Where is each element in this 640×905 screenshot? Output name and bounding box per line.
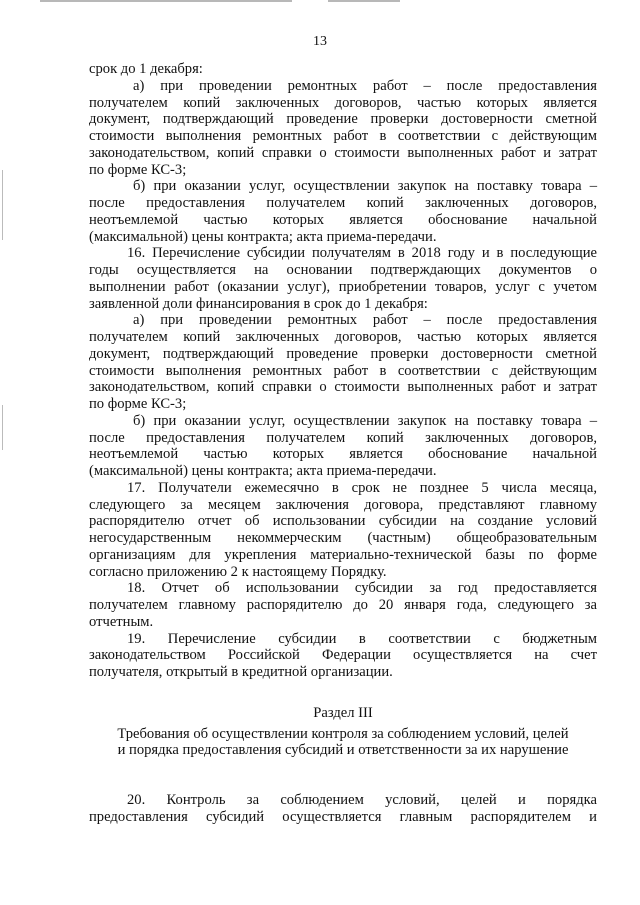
text-line: после предоставления получателем копий заключенных договоров, [89,429,597,446]
text-line: б) при оказании услуг, осуществлении закупок на поставку товара – [133,412,597,429]
text-line: законодательством, копий справки о стоимости выполненных работ и затрат [89,379,597,396]
page-number: 13 [313,34,327,49]
paragraph [89,631,597,681]
text-line: после предоставления получателем копий заключенных договоров, [89,195,597,211]
text-line: негосударственным некоммерческим (частным) общеобразовательным [89,530,597,546]
text-line: 19. Перечисление субсидии в соответствии с бюджетным [127,630,597,647]
text-line: получателем главному распорядителю до 20 января года, следующего за [89,597,597,613]
text-line: распорядителю отчет об использовании субсидии на создание условий [89,513,597,530]
section-heading [89,726,597,760]
text-line: по форме КС-3; [89,396,187,412]
text-line: (максимальной) цены контракта; акта приема-передачи. [89,463,437,479]
scan-margin-mark [2,405,3,450]
paragraph [89,245,597,312]
text-line: а) при проведении ремонтных работ – после предоставления [133,77,597,94]
text-line: неотъемлемой частью которых является обоснование начальной [89,211,597,228]
text-line: 16. Перечисление субсидии получателям в 2018 году и в последующие [127,245,597,262]
text-line: срок до 1 декабря: [89,61,203,77]
paragraph [89,312,597,413]
text-line: годы осуществляется на основании подтверждающих документов о [89,262,597,278]
text-line: 20. Контроль за соблюдением условий, целей и порядка [127,792,597,808]
text-line: б) при оказании услуг, осуществлении закупок на поставку товара – [133,178,597,195]
section-title: Раздел III [313,704,373,721]
text-line: а) при проведении ремонтных работ – после предоставления [133,312,597,329]
paragraph [89,792,597,826]
text-line: получателем копий заключенных договоров, частью которых является [89,329,597,345]
text-line: законодательством Российской Федерации осуществляется на счет [89,647,597,664]
text-line: (максимальной) цены контракта; акта приема-передачи. [89,228,437,245]
text-line: следующего за месяцем заключения договора, представляют главному [89,496,597,513]
paragraph [89,580,597,630]
paragraph [89,178,597,245]
text-line: документ, подтверждающий проведение проверки достоверности сметной [89,345,597,362]
text-line: заявленной доли финансирования в срок до 1 декабря: [89,295,428,312]
section-heading-line: и порядка предоставления субсидий и ответственности за их нарушение [117,742,569,759]
text-line: получателем копий заключенных договоров, частью которых является [89,94,597,111]
text-line: получателя, открытый в кредитной организации. [89,664,393,680]
paragraph [89,413,597,480]
text-line: предоставления субсидий осуществляется главным распорядителем и [89,808,597,825]
text-line: 18. Отчет об использовании субсидии за год предоставляется [127,580,597,597]
text-line: стоимости выполнения ремонтных работ в соответствии с действующим [89,128,597,144]
text-line: по форме КС-3; [89,161,187,178]
paragraph [89,61,597,78]
text-line: неотъемлемой частью которых является обоснование начальной [89,446,597,463]
text-line: согласно приложению 2 к настоящему Порядку. [89,563,387,580]
document-body [89,61,597,826]
scan-margin-mark [2,170,3,240]
text-line: документ, подтверждающий проведение проверки достоверности сметной [89,111,597,128]
section-heading-line: Требования об осуществлении контроля за соблюдением условий, целей [117,725,569,742]
text-line: отчетным. [89,613,154,630]
scan-edge-mark [40,0,400,2]
text-line: стоимости выполнения ремонтных работ в соответствии с действующим [89,362,597,379]
text-line: законодательством, копий справки о стоимости выполненных работ и затрат [89,144,597,161]
text-line: выполнении работ (оказании услуг), приобретении товаров, услуг с учетом [89,278,597,295]
paragraph [89,480,597,581]
text-line: организациям для укрепления материально-технической базы по форме [89,546,597,563]
paragraph [89,78,597,179]
text-line: 17. Получатели ежемесячно в срок не позднее 5 числа месяца, [127,479,597,496]
